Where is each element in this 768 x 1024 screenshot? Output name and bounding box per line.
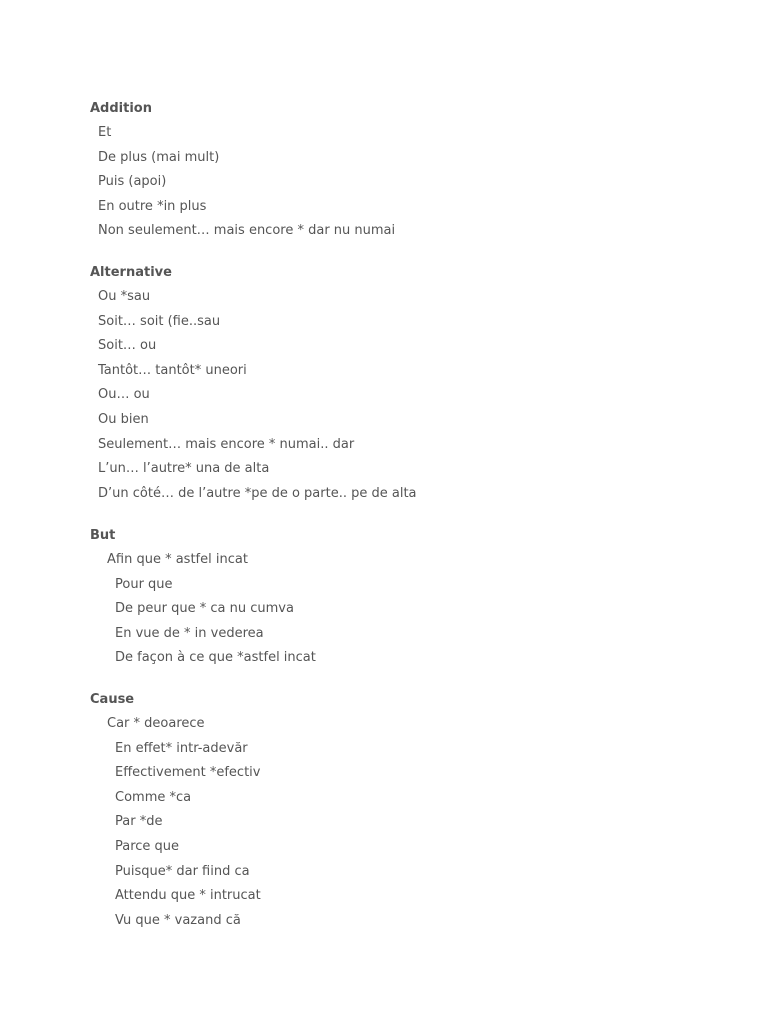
list-item: Puis (apoi) bbox=[98, 174, 167, 190]
section-heading: Alternative bbox=[90, 265, 172, 280]
section-heading: Addition bbox=[90, 101, 152, 116]
list-item: Effectivement *efectiv bbox=[115, 765, 261, 781]
list-item: Ou bien bbox=[98, 411, 149, 427]
list-item: De plus (mai mult) bbox=[98, 149, 220, 165]
list-item: Vu que * vazand că bbox=[115, 912, 241, 928]
list-item: Ou *sau bbox=[98, 289, 151, 304]
list-item: Par *de bbox=[115, 814, 163, 830]
list-item: De peur que * ca nu cumva bbox=[115, 601, 294, 617]
list-item: De façon à ce que *astfel incat bbox=[115, 650, 316, 666]
list-item: Tantôt… tantôt* uneori bbox=[98, 362, 247, 378]
list-item: Soit… ou bbox=[98, 338, 157, 354]
list-item: Et bbox=[98, 125, 112, 140]
list-item: En effet* intr-adevăr bbox=[115, 740, 248, 756]
list-item: D’un côté… de l’autre *pe de o parte.. pe de alta bbox=[98, 485, 417, 501]
list-item: Afin que * astfel incat bbox=[107, 552, 248, 567]
list-item: Soit… soit (fie..sau bbox=[98, 313, 221, 329]
section-heading: But bbox=[90, 528, 116, 543]
section-alternative bbox=[90, 261, 750, 506]
list-item: L’un… l’autre* una de alta bbox=[98, 461, 270, 477]
list-item: Pour que bbox=[115, 576, 173, 592]
list-item: Comme *ca bbox=[115, 789, 192, 805]
list-item: En outre *in plus bbox=[98, 198, 207, 214]
list-item: Car * deoarece bbox=[107, 716, 205, 731]
list-item: Parce que bbox=[115, 838, 180, 854]
list-item: Ou… ou bbox=[98, 387, 150, 403]
section-addition bbox=[90, 97, 750, 244]
list-item: Non seulement… mais encore * dar nu numai bbox=[98, 223, 396, 239]
section-cause bbox=[90, 688, 750, 933]
section-heading: Cause bbox=[90, 692, 135, 707]
list-item: Attendu que * intrucat bbox=[115, 888, 261, 904]
list-item: En vue de * in vederea bbox=[115, 625, 264, 641]
list-item: Puisque* dar fiind ca bbox=[115, 863, 250, 879]
list-item: Seulement… mais encore * numai.. dar bbox=[98, 436, 355, 452]
section-but bbox=[90, 524, 750, 671]
